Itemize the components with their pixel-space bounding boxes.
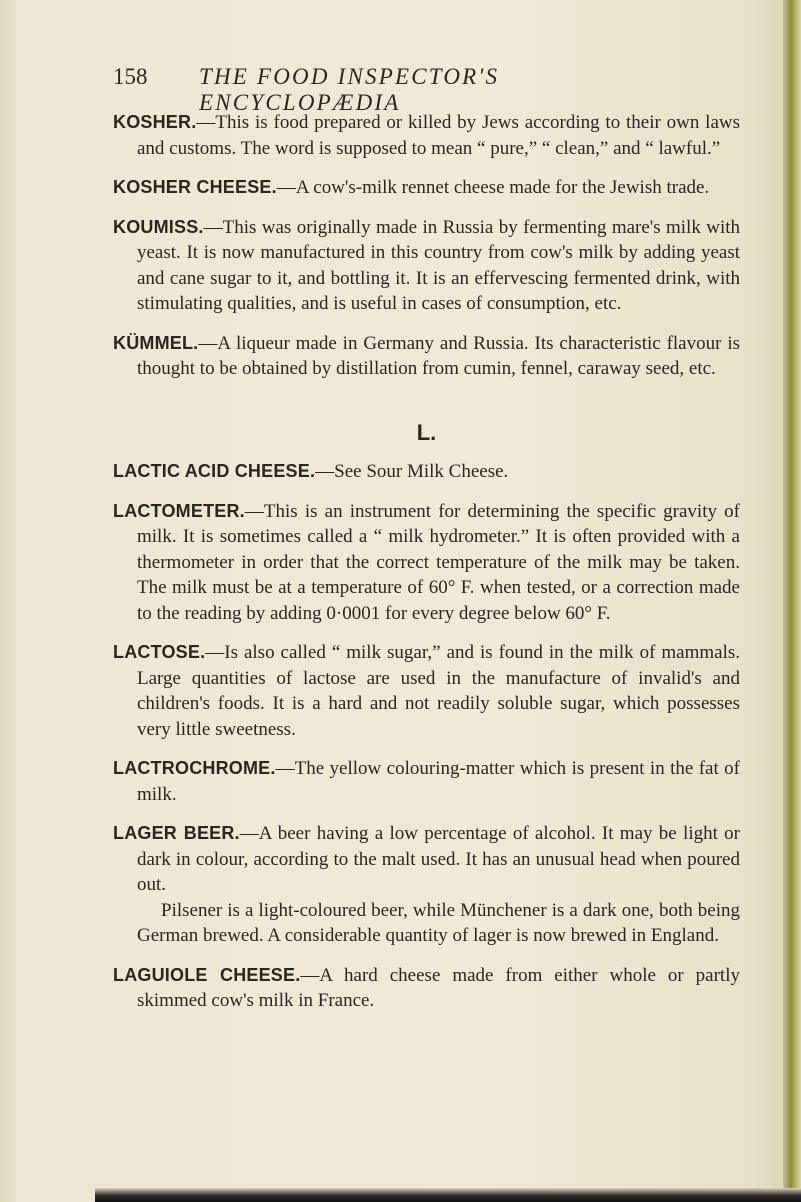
entry-term: LACTROCHROME. (113, 758, 276, 778)
entry-paragraph (113, 963, 740, 1014)
entry-text: —A cow's-milk rennet cheese made for the Jewish trade. (276, 177, 710, 198)
entry-text: —A hard cheese made from either whole or partly skimmed cow's milk in France. (137, 964, 740, 1011)
entry-lager-beer (113, 821, 740, 949)
entry-lactometer (113, 499, 740, 627)
entry-text: —The yellow colouring-matter which is present in the fat of milk. (137, 758, 740, 805)
section-letter-heading: L. (416, 419, 437, 445)
entry-lactrochrome (113, 756, 740, 807)
running-head (113, 64, 673, 115)
entry-lactic-acid-cheese (113, 459, 740, 485)
entry-paragraph (113, 459, 740, 485)
entry-term: LACTIC ACID CHEESE. (113, 461, 316, 481)
entry-paragraph (113, 110, 740, 161)
entry-term: KOSHER CHEESE. (113, 177, 277, 197)
entry-paragraph (113, 821, 740, 898)
entry-text: —This was originally made in Russia by fermenting mare's milk with yeast. It is now manufactured in this country from cow's milk by adding yeast and cane sugar to it, and bottling it. It is an effervescing fermented drink, with stimulating qualities, and is useful in cases of consumption, etc. (137, 216, 740, 314)
entry-paragraph (113, 331, 740, 382)
entry-term: KOUMISS. (113, 216, 204, 237)
entry-laguiole-cheese (113, 963, 740, 1014)
entry-term: LACTOMETER. (113, 500, 245, 521)
entry-text: —Is also called “ milk sugar,” and is found in the milk of mammals. Large quantities of lactose are used in the manufacture of invalid's and children's foods. It is a hard and not readily soluble sugar, which possesses very little sweetness. (137, 642, 740, 740)
entry-term: KOSHER. (113, 112, 197, 132)
page-edge-shadow (783, 0, 801, 1202)
entry-paragraph (113, 756, 740, 807)
entry-term: KÜMMEL. (113, 332, 199, 353)
entry-paragraph (113, 499, 740, 627)
entry-term: LAGUIOLE CHEESE. (113, 964, 301, 985)
entry-text: —A liqueur made in Germany and Russia. Its characteristic flavour is thought to be obtained by distillation from cumin, fennel, caraway seed, etc. (137, 332, 740, 379)
entry-term: LACTOSE. (113, 642, 206, 662)
entry-kosher (113, 110, 740, 161)
entry-paragraph (113, 215, 740, 317)
entry-paragraph-continued: Pilsener is a light-coloured beer, while Münchener is a dark one, both being German brewed. A considerable quantity of lager is now brewed in England. (137, 899, 740, 946)
entry-koumiss (113, 215, 740, 317)
entry-text: —This is an instrument for determining the specific gravity of milk. It is sometimes called a “ milk hydrometer.” It is often provided with a thermometer in order that the correct temperature of the milk may be taken. The milk must be at a temperature of 60° F. when tested, or a correction made to the reading by adding 0·0001 for every degree below 60° F. (137, 500, 740, 624)
entry-lactose (113, 640, 740, 742)
bottom-edge-shadow (95, 1188, 801, 1202)
entry-kummel (113, 331, 740, 382)
page-number: 158 (113, 64, 148, 89)
encyclopedia-entries (113, 110, 740, 1028)
entry-text: —See Sour Milk Cheese. (315, 461, 509, 482)
running-head-title: THE FOOD INSPECTOR'S ENCYCLOPÆDIA (199, 64, 500, 115)
entry-text: —This is food prepared or killed by Jews according to their own laws and customs. The word is supposed to mean “ pure,” “ clean,” and “ lawful.” (137, 112, 740, 159)
entry-paragraph (113, 640, 740, 742)
entry-paragraph (113, 175, 740, 201)
entry-kosher-cheese (113, 175, 740, 201)
entry-text: —A beer having a low percentage of alcohol. It may be light or dark in colour, according to the malt used. It has an unusual head when poured out. (137, 823, 740, 895)
entry-term: LAGER BEER. (113, 823, 240, 843)
